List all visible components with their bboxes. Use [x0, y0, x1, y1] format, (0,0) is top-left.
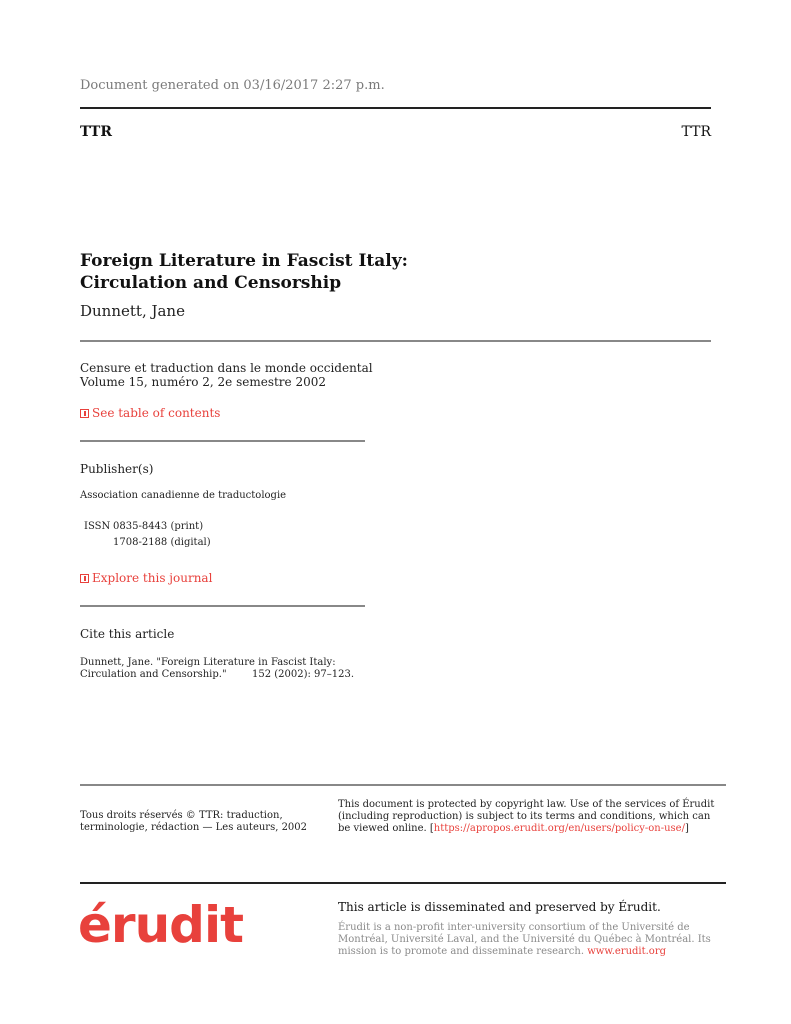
issue-info: [80, 361, 373, 389]
top-divider: [80, 107, 711, 109]
toc-link-label: See table of contents: [92, 406, 221, 420]
copyright-notice: [338, 799, 718, 835]
journal-name-right: TTR: [681, 124, 711, 140]
article-title: Foreign Literature in Fascist Italy: Circulation and Censorship: [80, 251, 408, 293]
copyright-close: ]: [684, 823, 689, 834]
rights-statement: Tous droits réservés © TTR: traduction, terminologie, rédaction — Les auteurs, 2002: [80, 810, 308, 833]
citation-text: Dunnett, Jane. "Foreign Literature in Fascist Italy: Circulation and Censorship." 152 (2002): 97–123.: [80, 657, 355, 680]
publisher-name: Association canadienne de traductologie: [80, 490, 287, 501]
external-link-icon: [80, 409, 89, 418]
erudit-about: [338, 922, 718, 958]
issue-theme: Censure et traduction dans le monde occidental: [80, 361, 373, 375]
erudit-logo: érudit: [78, 896, 243, 954]
table-of-contents-link[interactable]: [80, 406, 220, 420]
explore-link-label: Explore this journal: [92, 571, 213, 585]
journal-name-left: TTR: [80, 124, 112, 140]
cite-heading: Cite this article: [80, 627, 175, 641]
explore-journal-link[interactable]: [80, 571, 212, 585]
policy-link[interactable]: https://apropos.erudit.org/en/users/policy-on-use/: [433, 823, 685, 834]
issn-digital: 1708-2188 (digital): [113, 537, 211, 548]
issn-print: 0835-8443 (print): [113, 521, 204, 532]
footer-divider: [80, 784, 726, 786]
external-link-icon: [80, 574, 89, 583]
issn-label: ISSN: [84, 521, 111, 532]
title-divider: [80, 340, 711, 342]
section-divider: [80, 605, 365, 607]
generated-date: Document generated on 03/16/2017 2:27 p.m.: [80, 78, 385, 93]
publisher-heading: Publisher(s): [80, 462, 154, 476]
footer-divider-dark: [80, 882, 726, 884]
copyright-text: This document is protected by copyright law. Use of the services of Érudit (including reproduction) is subject to its terms and conditions, which can be viewed online. [: [338, 799, 715, 834]
dissemination-statement: This article is disseminated and preserved by Érudit.: [338, 900, 661, 914]
article-author: Dunnett, Jane: [80, 302, 185, 320]
erudit-website-link[interactable]: www.erudit.org: [587, 946, 667, 957]
issue-volume: Volume 15, numéro 2, 2e semestre 2002: [80, 375, 326, 389]
about-text: Érudit is a non-profit inter-university consortium of the Université de Montréal, Université Laval, and the Université du Québec à Montréal. Its mission is to promote and disseminate research.: [338, 922, 711, 957]
section-divider: [80, 440, 365, 442]
